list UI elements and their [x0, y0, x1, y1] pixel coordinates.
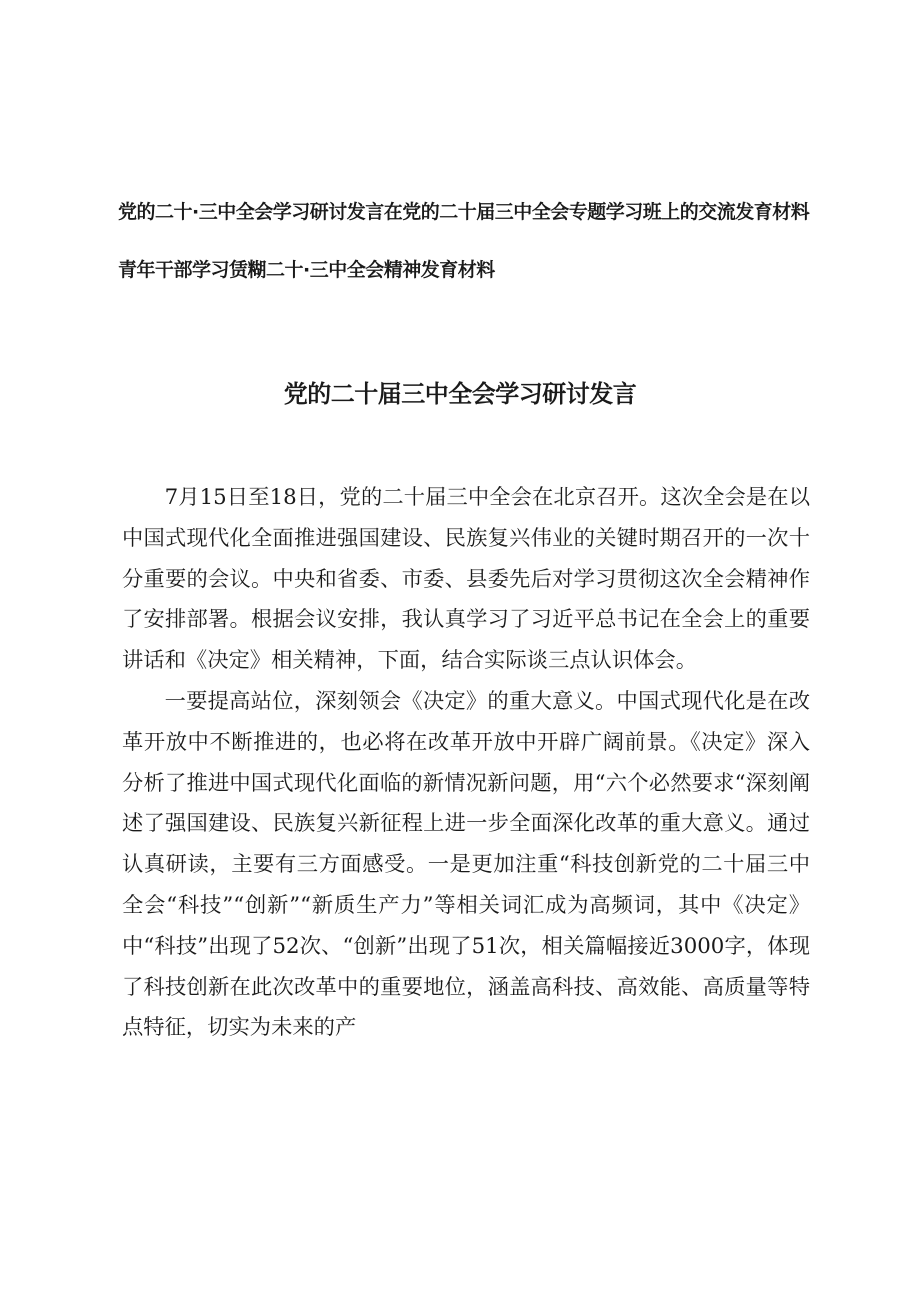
document-body	[122, 478, 810, 1049]
toc-entry[interactable]: 青年干部学习赁糊二十·三中全会精神发育材料	[118, 259, 495, 281]
document-title: 党的二十届三中全会学习研讨发言	[283, 380, 637, 408]
toc-list	[118, 196, 818, 286]
body-paragraph: 一要提高站位，深刻领会《决定》的重大意义。中国式现代化是在改革开放中不断推进的，也必将在改革开放中开辟广阔前景。《决定》深入分析了推进中国式现代化面临的新情况新问题，用“六个必然要求“深刻阐述了强国建设、民族复兴新征程上进一步全面深化改革的重大意义。通过认真研读，主要有三方面感受。一是更加注重“科技创新党的二十届三中全会“科技”“创新”“新质生产力”等相关词汇成为高频词，其中《决定》中“科技”出现了52次、“创新”出现了51次，相关篇幅接近3000字，体现了科技创新在此次改革中的重要地位，涵盖高科技、高效能、高质量等特点特征，切实为未来的产	[122, 688, 810, 1041]
body-paragraph: 7月15日至18日，党的二十届三中全会在北京召开。这次全会是在以中国式现代化全面推进强国建设、民族复兴伟业的关键时期召开的一次十分重要的会议。中央和省委、市委、县委先后对学习贯彻这次全会精神作了安排部署。根据会议安排，我认真学习了习近平总书记在全会上的重要讲话和《决定》相关精神，下面，结合实际谈三点认识体会。	[122, 485, 810, 674]
toc-entry[interactable]: 党的二十·三中全会学习研讨发言在党的二十届三中全会专题学习班上的交流发育材料	[118, 201, 810, 223]
